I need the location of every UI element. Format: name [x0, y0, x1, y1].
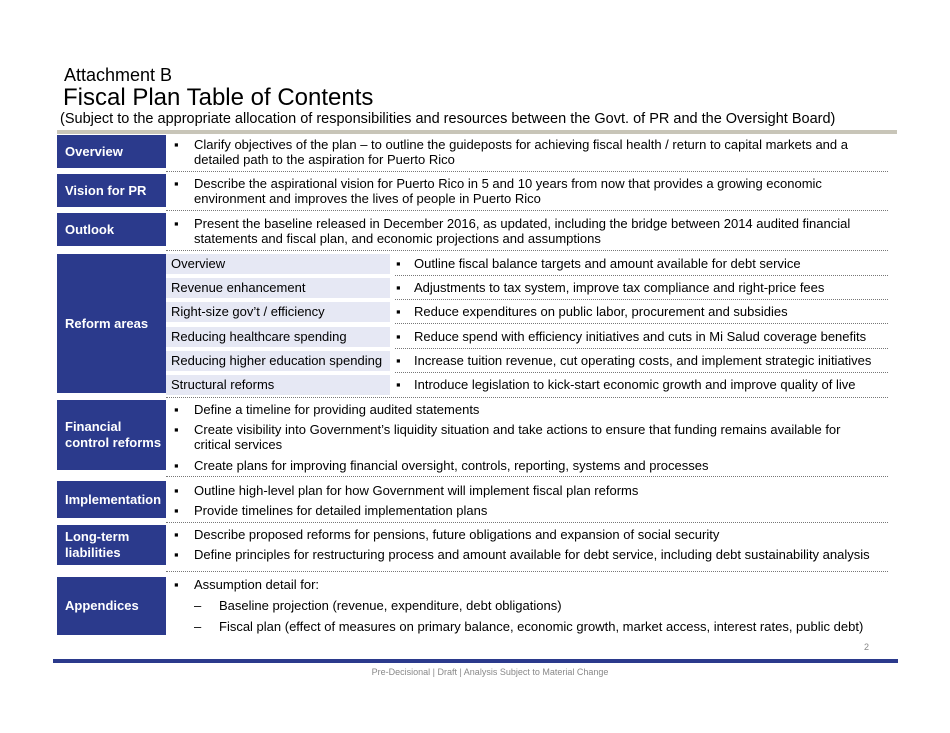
reform-text: Reduce expenditures on public labor, procurement and subsidies	[414, 304, 788, 319]
reform-item-structural: Structural reforms	[166, 375, 390, 395]
longterm-text: Describe proposed reforms for pensions, future obligations and expansion of social security	[194, 527, 720, 542]
bullet-icon: ▪	[396, 304, 401, 319]
row-divider	[395, 372, 888, 373]
reform-item-overview: Overview	[166, 254, 390, 274]
footer-note: Pre-Decisional | Draft | Analysis Subject to Material Change	[371, 667, 609, 677]
row-divider	[166, 397, 888, 398]
vision-text: Describe the aspirational vision for Puerto Rico in 5 and 10 years from now that provides a growing economic environment and improves the lives of people in Puerto Rico	[194, 176, 822, 206]
page-number: 2	[864, 642, 870, 652]
dash-icon: –	[194, 619, 202, 634]
reform-text: Increase tuition revenue, cut operating costs, and implement strategic initiatives	[414, 353, 872, 368]
appendices-text: Assumption detail for:	[194, 577, 320, 592]
section-label-long-term-liabilities: Long-term liabilities	[57, 525, 166, 565]
section-label-reform-areas: Reform areas	[57, 254, 166, 393]
financial-text: Define a timeline for providing audited statements	[194, 402, 480, 417]
bullet-icon: ▪	[174, 402, 179, 417]
bullet-icon: ▪	[174, 176, 179, 191]
section-label-implementation: Implementation	[57, 481, 166, 518]
reform-text: Adjustments to tax system, improve tax compliance and right-price fees	[414, 280, 825, 295]
row-divider	[166, 476, 888, 477]
appendices-subitem: Baseline projection (revenue, expenditure, debt obligations)	[219, 598, 562, 613]
longterm-text: Define principles for restructuring process and amount available for debt service, including debt sustainability analysis	[194, 547, 870, 562]
bottom-divider	[53, 659, 898, 663]
bullet-icon: ▪	[396, 256, 401, 271]
financial-text: Create plans for improving financial oversight, controls, reporting, systems and processes	[194, 458, 709, 473]
section-label-overview: Overview	[57, 135, 166, 168]
top-divider	[57, 130, 897, 134]
row-divider	[166, 522, 888, 523]
row-divider	[395, 299, 888, 300]
attachment-label: Attachment B	[64, 65, 173, 85]
page-subtitle: (Subject to the appropriate allocation of responsibilities and resources between the Govt. of PR and the Oversight Board)	[60, 111, 836, 127]
reform-item-rightsize: Right-size gov’t / efficiency	[166, 302, 390, 322]
row-divider	[166, 250, 888, 251]
bullet-icon: ▪	[396, 280, 401, 295]
outlook-text: Present the baseline released in December 2016, as updated, including the bridge between 2014 audited financial statements and fiscal plan, and economic projections and assumptions	[194, 216, 851, 246]
bullet-icon: ▪	[174, 547, 179, 562]
row-divider	[395, 348, 888, 349]
row-divider	[166, 171, 888, 172]
dash-icon: –	[194, 598, 202, 613]
bullet-icon: ▪	[174, 577, 179, 592]
reform-item-healthcare: Reducing healthcare spending	[166, 327, 390, 347]
row-divider	[166, 210, 888, 211]
appendices-subitem: Fiscal plan (effect of measures on primary balance, economic growth, market access, interest rates, public debt)	[219, 619, 864, 634]
reform-text: Introduce legislation to kick-start economic growth and improve quality of live	[414, 377, 856, 392]
financial-text: Create visibility into Government’s liquidity situation and take actions to ensure that funding remains available for critical services	[194, 422, 841, 452]
bullet-icon: ▪	[396, 353, 401, 368]
bullet-icon: ▪	[396, 329, 401, 344]
bullet-icon: ▪	[174, 483, 179, 498]
row-divider	[395, 275, 888, 276]
page-title: Fiscal Plan Table of Contents	[63, 84, 374, 111]
reform-item-higher-education: Reducing higher education spending	[166, 351, 390, 371]
bullet-icon: ▪	[396, 377, 401, 392]
bullet-icon: ▪	[174, 422, 179, 437]
overview-text: Clarify objectives of the plan – to outline the guideposts for achieving fiscal health / return to capital markets and a detailed path to the aspiration for Puerto Rico	[194, 137, 848, 167]
implementation-text: Provide timelines for detailed implementation plans	[194, 503, 488, 518]
bullet-icon: ▪	[174, 503, 179, 518]
implementation-text: Outline high-level plan for how Government will implement fiscal plan reforms	[194, 483, 639, 498]
bullet-icon: ▪	[174, 216, 179, 231]
section-label-outlook: Outlook	[57, 213, 166, 246]
reform-text: Reduce spend with efficiency initiatives and cuts in Mi Salud coverage benefits	[414, 329, 867, 344]
bullet-icon: ▪	[174, 458, 179, 473]
section-label-financial-control: Financial control reforms	[57, 400, 166, 470]
row-divider	[166, 571, 888, 572]
bullet-icon: ▪	[174, 527, 179, 542]
row-divider	[395, 323, 888, 324]
reform-item-revenue: Revenue enhancement	[166, 278, 390, 298]
section-label-appendices: Appendices	[57, 577, 166, 635]
reform-text: Outline fiscal balance targets and amount available for debt service	[414, 256, 801, 271]
bullet-icon: ▪	[174, 137, 179, 152]
section-label-vision: Vision for PR	[57, 174, 166, 207]
